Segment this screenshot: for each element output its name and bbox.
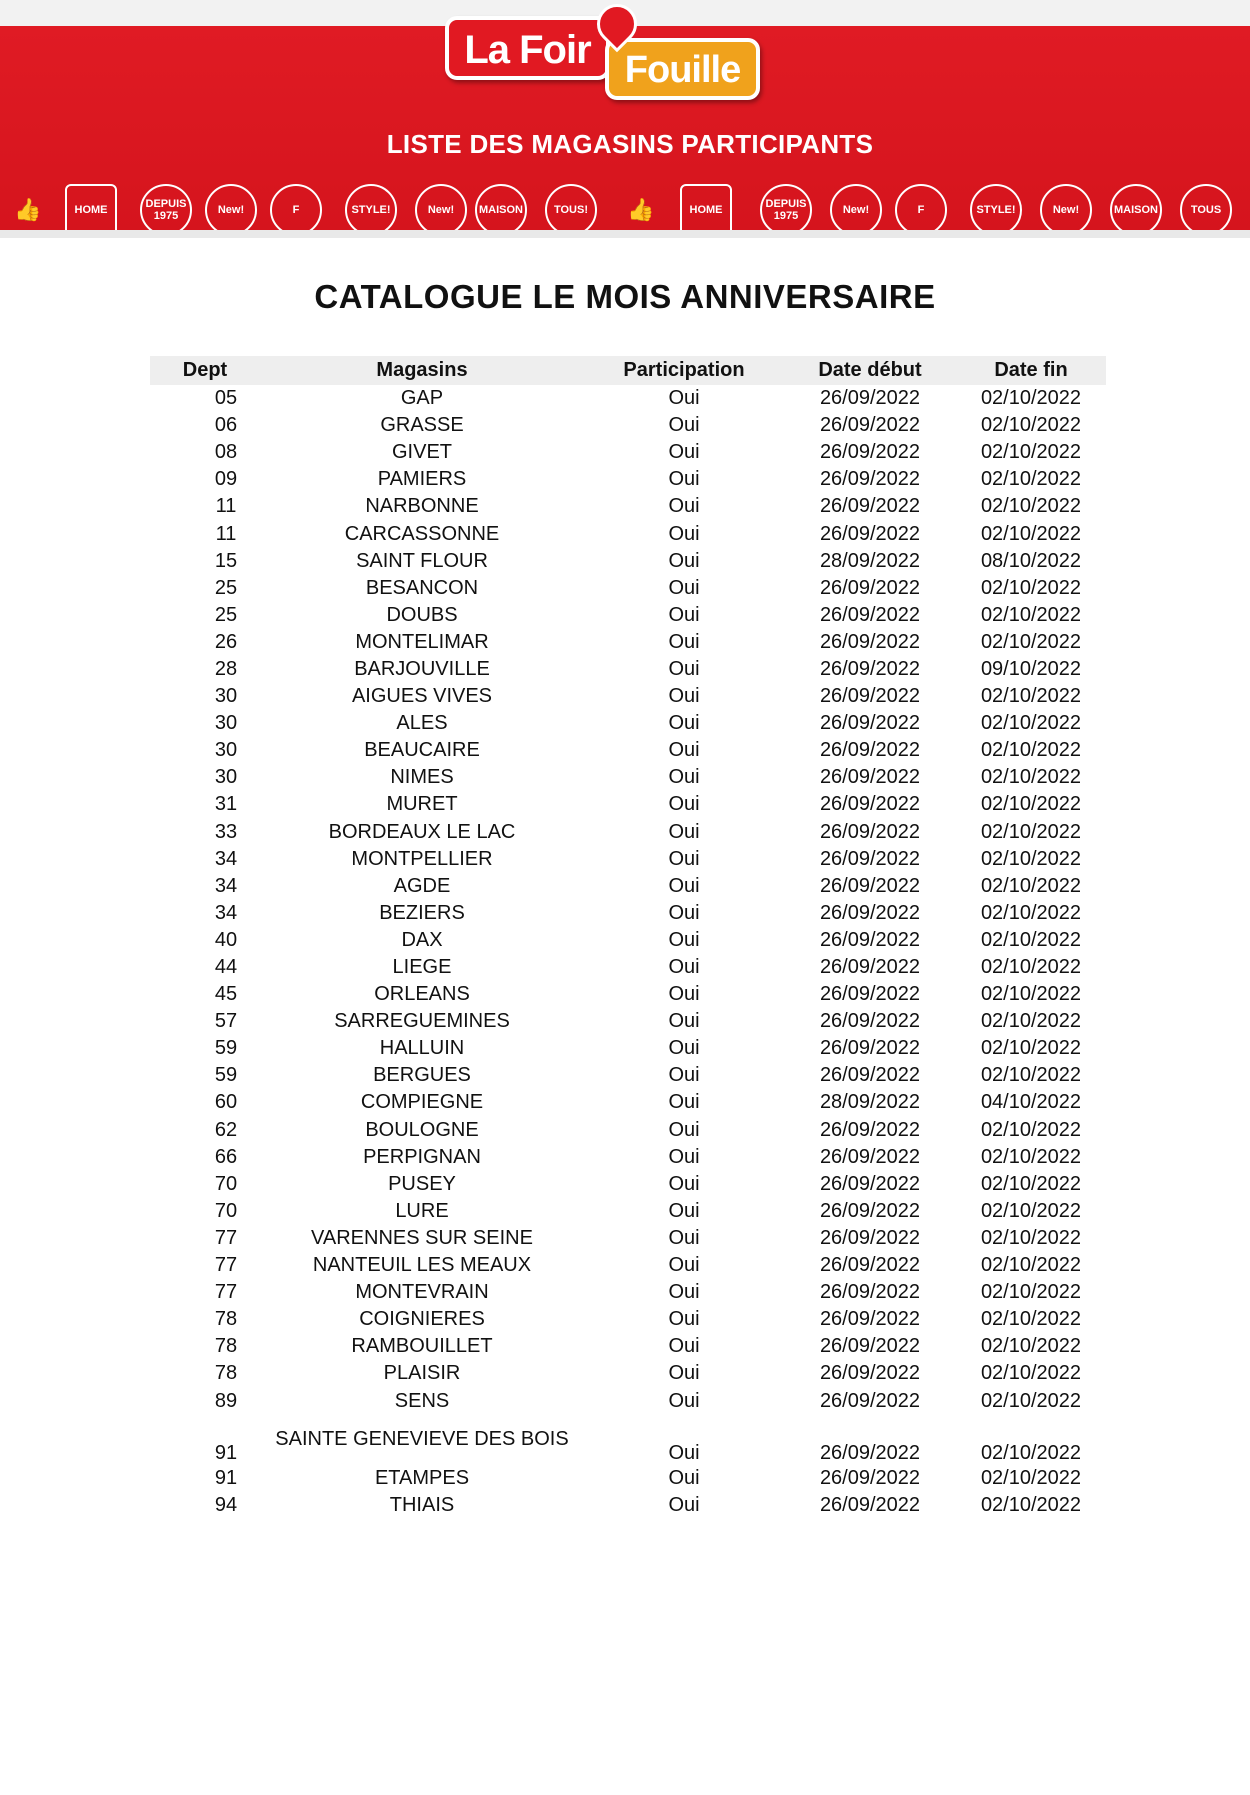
cell-date-fin: 02/10/2022: [980, 1362, 1082, 1385]
table-row: [150, 1415, 1106, 1465]
cell-date-fin: 02/10/2022: [980, 712, 1082, 735]
maison-badge-icon-2-label: MAISON: [1114, 204, 1158, 216]
cell-dept: 26: [214, 630, 238, 653]
stores-table: [150, 356, 1106, 1519]
table-row: [150, 1117, 1106, 1144]
table-row: [150, 737, 1106, 764]
cell-date-debut: 26/09/2022: [819, 441, 921, 464]
cell-magasin: NIMES: [390, 766, 454, 789]
thumbs-up-icon-2: [615, 184, 667, 236]
cell-participation: Oui: [668, 387, 700, 410]
table-row: [150, 791, 1106, 818]
table-row: [150, 1089, 1106, 1116]
cell-magasin: MONTELIMAR: [355, 630, 489, 653]
cell-date-fin: 02/10/2022: [980, 441, 1082, 464]
table-row: [150, 1252, 1106, 1279]
cell-dept: 09: [214, 468, 238, 491]
cell-participation: Oui: [668, 685, 700, 708]
cell-date-debut: 26/09/2022: [819, 387, 921, 410]
cell-participation: Oui: [668, 603, 700, 626]
table-row: [150, 683, 1106, 710]
thumbs-up-icon: [2, 184, 54, 236]
cell-magasin: NANTEUIL LES MEAUX: [312, 1254, 532, 1277]
header-date-debut: Date début: [784, 356, 956, 385]
cell-dept: 25: [214, 603, 238, 626]
cell-participation: Oui: [668, 522, 700, 545]
cell-date-debut: 26/09/2022: [819, 1493, 921, 1516]
cell-date-fin: 02/10/2022: [980, 983, 1082, 1006]
cell-magasin: BEZIERS: [379, 901, 465, 924]
cell-dept: 34: [214, 874, 238, 897]
maison-badge-icon-label: MAISON: [479, 204, 523, 216]
cell-participation: Oui: [668, 1281, 700, 1304]
cell-date-fin: 02/10/2022: [980, 793, 1082, 816]
table-row: [150, 954, 1106, 981]
cell-magasin: LURE: [395, 1199, 449, 1222]
cell-magasin: LIEGE: [392, 956, 452, 979]
table-row: [150, 900, 1106, 927]
cell-date-debut: 26/09/2022: [819, 820, 921, 843]
new-star-icon-2-label: New!: [427, 204, 455, 216]
cell-participation: Oui: [668, 657, 700, 680]
cell-date-debut: 26/09/2022: [819, 414, 921, 437]
cell-magasin: MONTPELLIER: [351, 847, 493, 870]
cell-date-debut: 26/09/2022: [819, 1466, 921, 1489]
cell-date-debut: 26/09/2022: [819, 1118, 921, 1141]
cell-magasin: NARBONNE: [365, 495, 479, 518]
cell-magasin: MURET: [386, 793, 458, 816]
cell-magasin: COMPIEGNE: [360, 1091, 484, 1114]
cell-dept: 11: [215, 495, 237, 518]
cell-participation: Oui: [668, 739, 700, 762]
cell-magasin: GRASSE: [380, 414, 464, 437]
cell-dept: 06: [214, 414, 238, 437]
table-row: [150, 656, 1106, 683]
cell-magasin: ETAMPES: [374, 1466, 470, 1489]
cell-magasin: BERGUES: [373, 1064, 471, 1087]
home-badge-icon-label: HOME: [74, 204, 108, 216]
cell-magasin: GAP: [400, 387, 444, 410]
cell-dept: 77: [214, 1226, 238, 1249]
cell-participation: Oui: [668, 847, 700, 870]
cell-magasin: CARCASSONNE: [344, 522, 500, 545]
cell-date-debut: 26/09/2022: [819, 1335, 921, 1358]
forever-badge-icon: [270, 184, 322, 236]
cell-magasin: DOUBS: [386, 603, 458, 626]
cell-magasin: PLAISIR: [383, 1362, 461, 1385]
cell-date-fin: 02/10/2022: [980, 1254, 1082, 1277]
table-row: [150, 493, 1106, 520]
cell-dept: 59: [214, 1037, 238, 1060]
header-tagline-text: LISTE DES MAGASINS PARTICIPANTS: [386, 129, 874, 159]
cell-date-fin: 02/10/2022: [980, 495, 1082, 518]
cell-magasin: SAINTE GENEVIEVE DES BOIS: [275, 1428, 569, 1451]
cell-participation: Oui: [668, 766, 700, 789]
cell-participation: Oui: [668, 1010, 700, 1033]
cell-date-debut: 26/09/2022: [819, 1064, 921, 1087]
cell-date-fin: 09/10/2022: [980, 657, 1082, 680]
cell-date-debut: 26/09/2022: [819, 657, 921, 680]
cell-date-fin: 02/10/2022: [980, 1493, 1082, 1516]
cell-dept: 33: [214, 820, 238, 843]
cell-date-debut: 26/09/2022: [819, 712, 921, 735]
cell-date-fin: 02/10/2022: [980, 576, 1082, 599]
home-badge-icon-2: [680, 184, 732, 236]
table-row: [150, 764, 1106, 791]
cell-dept: 15: [214, 549, 238, 572]
cell-date-debut: 26/09/2022: [819, 1226, 921, 1249]
cell-magasin: MONTEVRAIN: [355, 1281, 489, 1304]
cell-date-fin: 02/10/2022: [980, 847, 1082, 870]
cell-dept: 30: [214, 766, 238, 789]
home-badge-icon-2-label: HOME: [689, 204, 723, 216]
cell-date-fin: 02/10/2022: [980, 1010, 1082, 1033]
new-star-icon-4-label: New!: [1052, 204, 1080, 216]
cell-date-fin: 02/10/2022: [980, 1466, 1082, 1489]
cell-date-fin: 02/10/2022: [980, 928, 1082, 951]
cell-date-fin: 02/10/2022: [980, 739, 1082, 762]
cell-date-debut: 26/09/2022: [819, 901, 921, 924]
table-header-row: [150, 356, 1106, 385]
forever-badge-icon-label: F: [292, 204, 300, 216]
cell-date-fin: 02/10/2022: [980, 1226, 1082, 1249]
table-row: [150, 520, 1106, 547]
cell-date-fin: 02/10/2022: [980, 820, 1082, 843]
cell-participation: Oui: [668, 712, 700, 735]
table-row: [150, 1387, 1106, 1414]
depuis-1975-badge-icon-label: DEPUIS 1975: [145, 198, 187, 222]
cell-date-debut: 28/09/2022: [819, 1091, 921, 1114]
cell-participation: Oui: [668, 1389, 700, 1412]
new-star-icon-label: New!: [217, 204, 245, 216]
cell-date-fin: 02/10/2022: [980, 1389, 1082, 1412]
table-row: [150, 466, 1106, 493]
cell-date-debut: 26/09/2022: [819, 1037, 921, 1060]
table-row: [150, 1492, 1106, 1519]
cell-participation: Oui: [668, 549, 700, 572]
cell-magasin: SAINT FLOUR: [356, 549, 488, 572]
cell-date-debut: 26/09/2022: [819, 1441, 921, 1464]
cell-date-debut: 26/09/2022: [819, 1362, 921, 1385]
cell-date-debut: 26/09/2022: [819, 1199, 921, 1222]
cell-participation: Oui: [668, 1064, 700, 1087]
cell-date-fin: 02/10/2022: [980, 1441, 1082, 1464]
cell-magasin: HALLUIN: [379, 1037, 465, 1060]
new-star-icon-4: [1040, 184, 1092, 236]
cell-date-debut: 26/09/2022: [819, 1172, 921, 1195]
maison-badge-icon: [475, 184, 527, 236]
cell-date-debut: 26/09/2022: [819, 522, 921, 545]
cell-dept: 30: [214, 685, 238, 708]
table-row: [150, 412, 1106, 439]
cell-dept: 66: [214, 1145, 238, 1168]
cell-date-fin: 02/10/2022: [980, 1308, 1082, 1331]
cell-dept: 59: [214, 1064, 238, 1087]
thumbs-up-icon-label: 👍: [14, 197, 42, 222]
cell-date-fin: 02/10/2022: [980, 1064, 1082, 1087]
cell-date-debut: 26/09/2022: [819, 576, 921, 599]
cell-magasin: BARJOUVILLE: [354, 657, 490, 680]
cell-participation: Oui: [668, 983, 700, 1006]
table-row: [150, 1144, 1106, 1171]
table-row: [150, 1333, 1106, 1360]
cell-magasin: PERPIGNAN: [363, 1145, 481, 1168]
new-star-icon: [205, 184, 257, 236]
table-row: [150, 1008, 1106, 1035]
cell-date-fin: 02/10/2022: [980, 1172, 1082, 1195]
cell-participation: Oui: [668, 874, 700, 897]
cell-date-fin: 02/10/2022: [980, 874, 1082, 897]
cell-dept: 78: [214, 1362, 238, 1385]
cell-participation: Oui: [668, 956, 700, 979]
table-row: [150, 1198, 1106, 1225]
cell-participation: Oui: [668, 820, 700, 843]
cell-participation: Oui: [668, 441, 700, 464]
cell-date-debut: 26/09/2022: [819, 739, 921, 762]
cell-date-debut: 26/09/2022: [819, 928, 921, 951]
cell-date-fin: 02/10/2022: [980, 1037, 1082, 1060]
tous-badge-icon-2: [1180, 184, 1232, 236]
cell-date-fin: 02/10/2022: [980, 630, 1082, 653]
cell-dept: 78: [214, 1308, 238, 1331]
cell-participation: Oui: [668, 1037, 700, 1060]
header-date-fin: Date fin: [956, 356, 1106, 385]
cell-date-fin: 02/10/2022: [980, 685, 1082, 708]
cell-magasin: AIGUES VIVES: [351, 685, 493, 708]
cell-date-debut: 28/09/2022: [819, 549, 921, 572]
cell-date-fin: 02/10/2022: [980, 468, 1082, 491]
depuis-1975-badge-icon: [140, 184, 192, 236]
style-badge-icon: [345, 184, 397, 236]
cell-participation: Oui: [668, 1493, 700, 1516]
cell-participation: Oui: [668, 793, 700, 816]
cell-dept: 70: [214, 1199, 238, 1222]
table-row: [150, 602, 1106, 629]
cell-participation: Oui: [668, 1118, 700, 1141]
cell-dept: 91: [214, 1466, 238, 1489]
cell-dept: 91: [214, 1441, 238, 1464]
cell-participation: Oui: [668, 1308, 700, 1331]
table-row: [150, 710, 1106, 737]
table-row: [150, 1035, 1106, 1062]
cell-participation: Oui: [668, 468, 700, 491]
cell-date-debut: 26/09/2022: [819, 1254, 921, 1277]
home-badge-icon: [65, 184, 117, 236]
cell-dept: 30: [214, 739, 238, 762]
cell-participation: Oui: [668, 1335, 700, 1358]
cell-magasin: AGDE: [393, 874, 451, 897]
cell-magasin: COIGNIERES: [359, 1308, 485, 1331]
cell-magasin: BEAUCAIRE: [364, 739, 480, 762]
cell-dept: 25: [214, 576, 238, 599]
table-row: [150, 385, 1106, 412]
cell-dept: 62: [214, 1118, 238, 1141]
cell-date-debut: 26/09/2022: [819, 847, 921, 870]
header-participation: Participation: [584, 356, 784, 385]
page-title-text: CATALOGUE LE MOIS ANNIVERSAIRE: [314, 278, 936, 315]
logo-text-part2: Fouille: [605, 38, 760, 100]
forever-badge-icon-2: [895, 184, 947, 236]
cell-dept: 60: [214, 1091, 238, 1114]
new-star-icon-3: [830, 184, 882, 236]
cell-dept: 30: [214, 712, 238, 735]
cell-dept: 78: [214, 1335, 238, 1358]
cell-participation: Oui: [668, 1226, 700, 1249]
style-badge-icon-label: STYLE!: [351, 204, 391, 216]
cell-date-fin: 02/10/2022: [980, 387, 1082, 410]
table-row: [150, 927, 1106, 954]
cell-dept: 11: [215, 522, 237, 545]
header-tagline: [0, 129, 1250, 160]
cell-magasin: PUSEY: [388, 1172, 456, 1195]
style-badge-icon-2: [970, 184, 1022, 236]
depuis-1975-badge-icon-2: [760, 184, 812, 236]
tous-badge-icon: [545, 184, 597, 236]
cell-dept: 77: [214, 1281, 238, 1304]
cell-magasin: BESANCON: [365, 576, 479, 599]
cell-date-debut: 26/09/2022: [819, 1010, 921, 1033]
cell-participation: Oui: [668, 630, 700, 653]
brand-logo[interactable]: [445, 10, 765, 100]
cell-participation: Oui: [668, 576, 700, 599]
tous-badge-icon-2-label: TOUS: [1190, 204, 1222, 216]
cell-date-debut: 26/09/2022: [819, 1308, 921, 1331]
cell-participation: Oui: [668, 1199, 700, 1222]
cell-date-fin: 02/10/2022: [980, 1199, 1082, 1222]
cell-dept: 70: [214, 1172, 238, 1195]
cell-magasin: ALES: [396, 712, 448, 735]
banner-divider: [0, 230, 1250, 238]
cell-date-fin: 02/10/2022: [980, 901, 1082, 924]
cell-date-fin: 02/10/2022: [980, 766, 1082, 789]
table-row: [150, 1360, 1106, 1387]
table-row: [150, 1465, 1106, 1492]
cell-date-debut: 26/09/2022: [819, 956, 921, 979]
cell-date-fin: 02/10/2022: [980, 1281, 1082, 1304]
cell-participation: Oui: [668, 1466, 700, 1489]
new-star-icon-2: [415, 184, 467, 236]
cell-date-debut: 26/09/2022: [819, 793, 921, 816]
cell-date-debut: 26/09/2022: [819, 1389, 921, 1412]
cell-date-fin: 02/10/2022: [980, 414, 1082, 437]
cell-date-debut: 26/09/2022: [819, 1281, 921, 1304]
cell-magasin: DAX: [401, 928, 443, 951]
cell-dept: 45: [214, 983, 238, 1006]
cell-participation: Oui: [668, 1172, 700, 1195]
page-title: [0, 278, 1250, 316]
cell-magasin: SARREGUEMINES: [334, 1010, 510, 1033]
cell-dept: 05: [214, 387, 238, 410]
cell-dept: 44: [214, 956, 238, 979]
cell-dept: 08: [214, 441, 238, 464]
cell-date-fin: 04/10/2022: [980, 1091, 1082, 1114]
cell-dept: 31: [214, 793, 238, 816]
cell-magasin: VARENNES SUR SEINE: [311, 1226, 533, 1249]
depuis-1975-badge-icon-2-label: DEPUIS 1975: [765, 198, 807, 222]
tous-badge-icon-label: TOUS!: [553, 204, 589, 216]
table-row: [150, 981, 1106, 1008]
cell-dept: 57: [214, 1010, 238, 1033]
table-row: [150, 1279, 1106, 1306]
cell-date-debut: 26/09/2022: [819, 468, 921, 491]
cell-date-debut: 26/09/2022: [819, 685, 921, 708]
cell-dept: 89: [214, 1389, 238, 1412]
cell-date-fin: 02/10/2022: [980, 1335, 1082, 1358]
cell-date-debut: 26/09/2022: [819, 874, 921, 897]
cell-date-debut: 26/09/2022: [819, 1145, 921, 1168]
cell-participation: Oui: [668, 1441, 700, 1464]
forever-badge-icon-2-label: F: [917, 204, 925, 216]
cell-date-fin: 02/10/2022: [980, 1118, 1082, 1141]
cell-magasin: RAMBOUILLET: [351, 1335, 493, 1358]
table-row: [150, 575, 1106, 602]
table-row: [150, 873, 1106, 900]
cell-participation: Oui: [668, 1091, 700, 1114]
table-row: [150, 1171, 1106, 1198]
cell-dept: 34: [214, 901, 238, 924]
logo-text-part1: La Foir: [445, 16, 610, 80]
cell-participation: Oui: [668, 1254, 700, 1277]
cell-magasin: BOULOGNE: [365, 1118, 479, 1141]
cell-date-debut: 26/09/2022: [819, 495, 921, 518]
cell-date-fin: 08/10/2022: [980, 549, 1082, 572]
cell-date-debut: 26/09/2022: [819, 983, 921, 1006]
table-row: [150, 1306, 1106, 1333]
cell-date-debut: 26/09/2022: [819, 766, 921, 789]
cell-magasin: THIAIS: [389, 1493, 455, 1516]
cell-date-fin: 02/10/2022: [980, 522, 1082, 545]
cell-date-fin: 02/10/2022: [980, 1145, 1082, 1168]
style-badge-icon-2-label: STYLE!: [976, 204, 1016, 216]
cell-date-fin: 02/10/2022: [980, 956, 1082, 979]
cell-participation: Oui: [668, 928, 700, 951]
table-row: [150, 1225, 1106, 1252]
cell-participation: Oui: [668, 414, 700, 437]
cell-dept: 40: [214, 928, 238, 951]
new-star-icon-3-label: New!: [842, 204, 870, 216]
table-row: [150, 819, 1106, 846]
table-row: [150, 439, 1106, 466]
header-dept: Dept: [150, 356, 260, 385]
cell-dept: 28: [214, 657, 238, 680]
header-magasins: Magasins: [260, 356, 584, 385]
cell-magasin: SENS: [394, 1389, 450, 1412]
cell-participation: Oui: [668, 901, 700, 924]
thumbs-up-icon-2-label: 👍: [627, 197, 655, 222]
cell-magasin: GIVET: [391, 441, 452, 464]
maison-badge-icon-2: [1110, 184, 1162, 236]
cell-magasin: PAMIERS: [377, 468, 467, 491]
cell-magasin: ORLEANS: [374, 983, 470, 1006]
table-row: [150, 1062, 1106, 1089]
cell-magasin: BORDEAUX LE LAC: [328, 820, 516, 843]
cell-date-debut: 26/09/2022: [819, 630, 921, 653]
cell-participation: Oui: [668, 1362, 700, 1385]
cell-date-fin: 02/10/2022: [980, 603, 1082, 626]
table-row: [150, 548, 1106, 575]
cell-dept: 94: [214, 1493, 238, 1516]
table-row: [150, 846, 1106, 873]
cell-dept: 77: [214, 1254, 238, 1277]
cell-date-debut: 26/09/2022: [819, 603, 921, 626]
cell-dept: 34: [214, 847, 238, 870]
cell-participation: Oui: [668, 1145, 700, 1168]
cell-participation: Oui: [668, 495, 700, 518]
table-row: [150, 629, 1106, 656]
